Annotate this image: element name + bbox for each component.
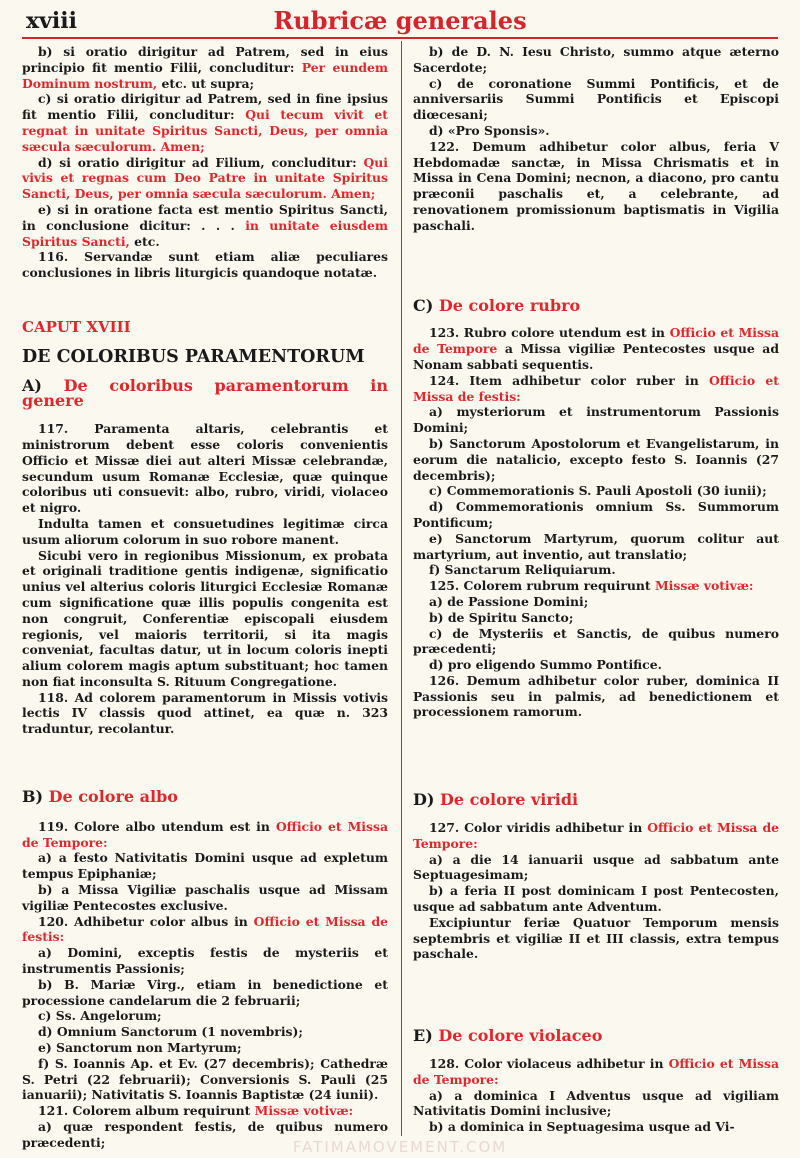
- list-item: a) quæ respondent festis, de quibus numero præcedenti;: [22, 1119, 388, 1150]
- list-item: c) Commemorationis S. Pauli Apostoli (30 iunii);: [429, 483, 767, 499]
- paragraph: Indulta tamen et consuetudines legitimæ circa usum aliorum colorum in suo robore manent.: [22, 515, 388, 547]
- list-item: a) a die 14 ianuarii usque ad sabbatum ante Septuagesimam;: [413, 851, 779, 883]
- page-number: xviii: [26, 8, 77, 34]
- paragraph: d) si oratio dirigitur ad Filium, concluditur: Qui vivis et regnas cum Deo Patre in unitate Spiritus Sancti, Deus, per omnia sæcula sæculorum. Amen;: [22, 154, 388, 202]
- list-item: d) «Pro Sponsis».: [429, 122, 550, 138]
- section-heading-c: C) De colore rubro: [413, 295, 581, 315]
- paragraph: Sicubi vero in regionibus Missionum, ex probata et originali traditione gentis indigenæ, significatio unius vel alterius coloris liturgici Ecclesiæ Romanæ cum significatione quæ illis populis congenita est non congruit, Conferentiæ episcopali eiusdem regionis, vel maioris territorii, si ita magis conveniat, facultas datur, ut in locum coloris inepti alium colorem magis aptum substituant; hoc tamen non fiat inconsulta S. Rituum Congregatione.: [22, 547, 388, 689]
- paragraph: 121. Colorem album requirunt Missæ votivæ:: [38, 1103, 354, 1119]
- list-item: b) de D. N. Iesu Christo, summo atque æterno Sacerdote;: [413, 44, 779, 75]
- paragraph: 117. Paramenta altaris, celebrantis et ministrorum debent esse coloris convenientis Officio et Missæ diei aut alteri Missæ celebrandæ, secundum usum Romanæ Ecclesiæ, quæ quinque coloribus uti consuevit: albo, rubro, viridi, violaceo et nigro.: [22, 421, 388, 516]
- paragraph: 118. Ad colorem paramentorum in Missis votivis lectis IV classis quod attinet, ea quæ n. 323 traduntur, recolantur.: [22, 689, 388, 737]
- list-item: a) a festo Nativitatis Domini usque ad expletum tempus Epiphaniæ;: [22, 850, 388, 882]
- left-column: [22, 44, 388, 1151]
- paragraph: 125. Colorem rubrum requirunt Missæ votivæ:: [429, 578, 754, 594]
- list-item: f) Sanctarum Reliquiarum.: [429, 562, 616, 578]
- running-header: [22, 4, 778, 36]
- watermark: FATIMAMOVEMENT.COM: [292, 1138, 508, 1156]
- chapter-title: DE COLORIBUS PARAMENTORUM: [22, 346, 365, 367]
- list-item: f) S. Ioannis Ap. et Ev. (27 decembris); Cathedræ S. Petri (22 februarii); Conversionis S. Pauli (25 ianuarii); Nativitatis S. Ioannis Baptistæ (24 iunii).: [22, 1055, 388, 1103]
- list-item: b) a feria II post dominicam I post Pentecosten, usque ad sabbatum ante Adventum.: [413, 883, 779, 915]
- list-item: e) Sanctorum Martyrum, quorum colitur aut martyrium, aut inventio, aut translatio;: [413, 530, 779, 562]
- list-item: a) de Passione Domini;: [429, 593, 589, 609]
- list-item: b) B. Mariæ Virg., etiam in benedictione et processione candelarum die 2 februarii;: [22, 976, 388, 1008]
- paragraph: 122. Demum adhibetur color albus, feria V Hebdomadæ sanctæ, in Missa Chrismatis et in Missa in Cena Domini; necnon, a diacono, pro cantu præconii paschalis et, a celebrante, ad renovationem promissionum baptismatis in Vigilia paschali.: [413, 138, 779, 233]
- paragraph: c) si oratio dirigitur ad Patrem, sed in fine ipsius fit mentio Filii, concluditur: Qui tecum vivit et regnat in unitate Spiritus Sancti, Deus, per omnia sæcula sæculorum. Amen;: [22, 91, 389, 154]
- paragraph: 127. Color viridis adhibetur in Officio et Missa de Tempore:: [413, 820, 780, 851]
- paragraph: 120. Adhibetur color albus in Officio et Missa de festis:: [22, 913, 388, 945]
- list-item: c) Ss. Angelorum;: [38, 1008, 162, 1024]
- list-item: a) a dominica I Adventus usque ad vigiliam Nativitatis Domini inclusive;: [413, 1087, 779, 1119]
- right-column: [413, 44, 779, 1135]
- list-item: a) mysteriorum et instrumentorum Passionis Domini;: [413, 404, 779, 436]
- column-divider: [401, 41, 402, 1136]
- paragraph: 119. Colore albo utendum est in Officio et Missa de Tempore:: [22, 818, 388, 850]
- list-item: d) pro eligendo Summo Pontifice.: [429, 657, 662, 673]
- section-heading-d: D) De colore viridi: [413, 790, 579, 810]
- list-item: d) Commemorationis omnium Ss. Summorum Pontificum;: [413, 499, 779, 530]
- paragraph: e) si in oratione facta est mentio Spiritus Sancti, in conclusione dicitur: . . . in unitate eiusdem Spiritus Sancti, etc.: [22, 201, 388, 249]
- list-item: b) de Spiritu Sancto;: [429, 609, 574, 625]
- header-rule: [22, 37, 778, 39]
- paragraph: 124. Item adhibetur color ruber in Officio et Missa de festis:: [413, 372, 779, 404]
- paragraph: 128. Color violaceus adhibetur in Officio et Missa de Tempore:: [413, 1056, 780, 1087]
- section-heading-b: B) De colore albo: [22, 787, 178, 807]
- list-item: e) Sanctorum non Martyrum;: [38, 1040, 242, 1056]
- list-item: b) a Missa Vigiliæ paschalis usque ad Missam vigiliæ Pentecostes exclusive.: [22, 882, 388, 913]
- paragraph: 123. Rubro colore utendum est in Officio et Missa de Tempore a Missa vigiliæ Pentecostes usque ad Nonam sabbati sequentis.: [413, 325, 780, 372]
- list-item: c) de coronatione Summi Pontificis, et de anniversariis Summi Pontificis et Episcopi diœcesani;: [413, 75, 779, 123]
- running-title: Rubricæ generales: [273, 6, 527, 35]
- paragraph: 116. Servandæ sunt etiam aliæ peculiares conclusiones in libris liturgicis quandoque notatæ.: [22, 249, 388, 281]
- paragraph: b) si oratio dirigitur ad Patrem, sed in eius principio fit mentio Filii, concluditur: Per eundem Dominum nostrum, etc. ut supra;: [22, 44, 388, 91]
- list-item: a) Domini, exceptis festis de mysteriis et instrumentis Passionis;: [22, 945, 388, 977]
- paragraph: Excipiuntur feriæ Quatuor Temporum mensis septembris et vigiliæ II et III classis, extra tempus paschale.: [413, 914, 779, 962]
- section-heading-a: A) De coloribus paramentorum in genere: [22, 375, 388, 411]
- list-item: d) Omnium Sanctorum (1 novembris);: [38, 1024, 303, 1040]
- list-item: b) Sanctorum Apostolorum et Evangelistarum, in eorum die natalicio, excepto festo S. Ioannis (27 decembris);: [413, 435, 779, 483]
- list-item: c) de Mysteriis et Sanctis, de quibus numero præcedenti;: [413, 625, 779, 657]
- chapter-number: CAPUT XVIII: [22, 317, 131, 336]
- list-item: b) a dominica in Septuagesima usque ad Vi-: [429, 1119, 735, 1135]
- section-heading-e: E) De colore violaceo: [413, 1026, 603, 1046]
- paragraph: 126. Demum adhibetur color ruber, dominica II Passionis seu in palmis, ad benedictionem et processionem ramorum.: [413, 672, 779, 720]
